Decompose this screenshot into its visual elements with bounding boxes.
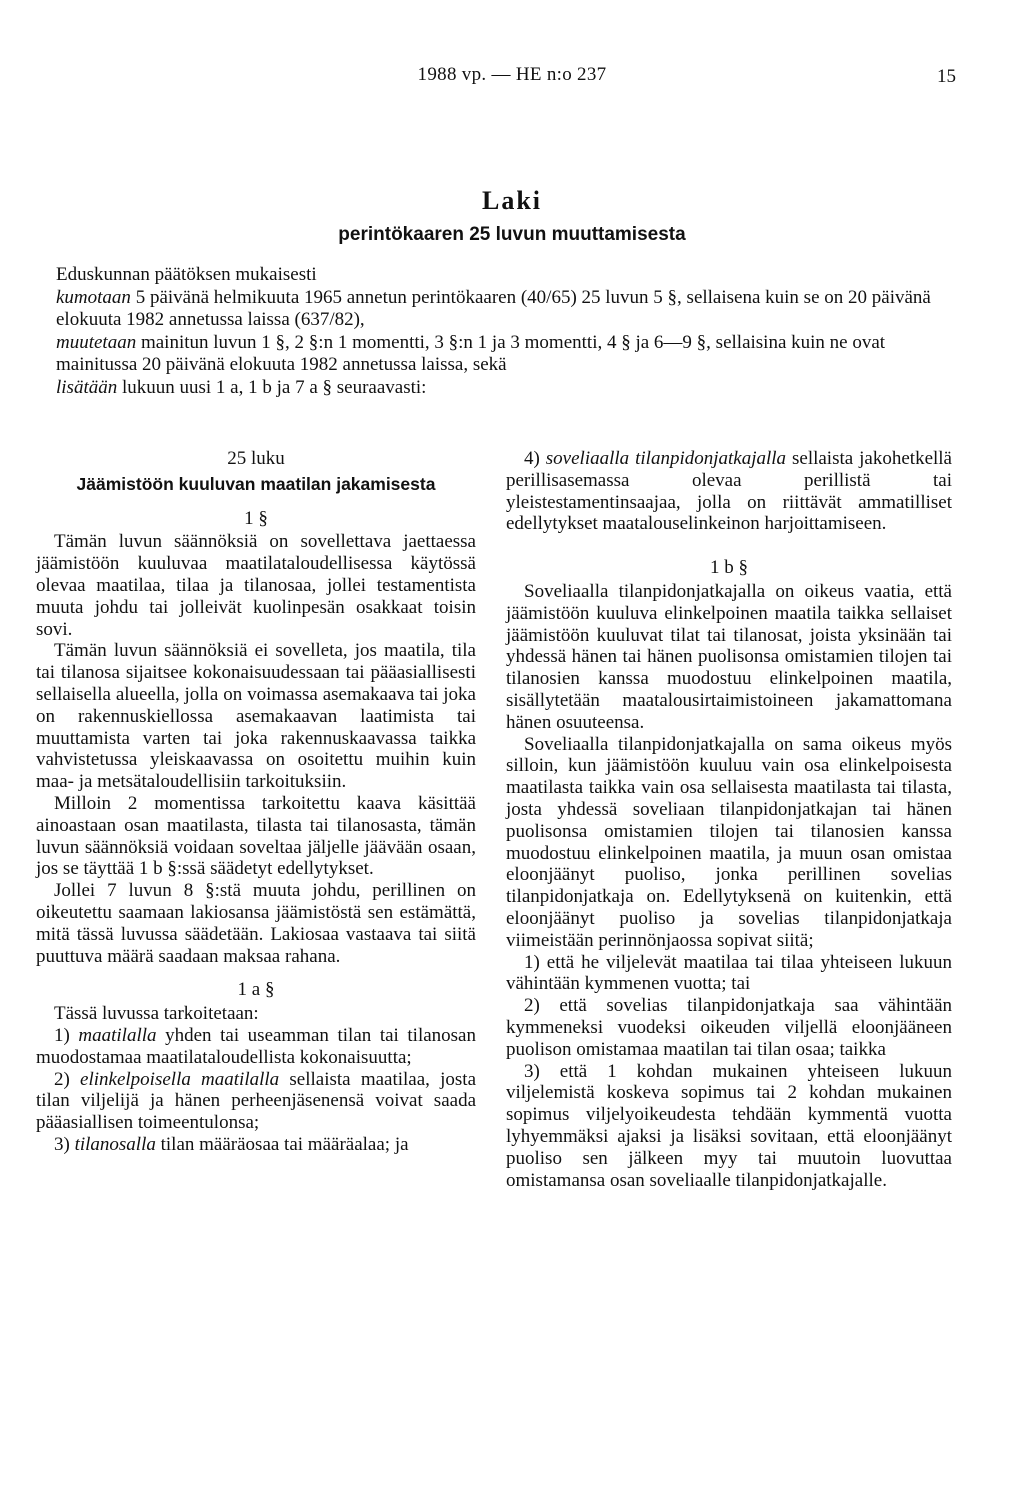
definition-item-4 <box>506 448 952 535</box>
add-text: lukuun uusi 1 a, 1 b ja 7 a § seuraavasti: <box>117 376 427 398</box>
defined-term: maatilalla <box>78 1024 157 1046</box>
definition-text: tilan määräosaa tai määräalaa; ja <box>155 1133 409 1155</box>
repeal-keyword: kumotaan <box>56 286 131 308</box>
preamble-repeal <box>56 287 970 332</box>
amend-keyword: muutetaan <box>56 331 137 353</box>
defined-term: tilanosalla <box>74 1133 156 1155</box>
add-keyword: lisätään <box>56 376 118 398</box>
section-1-paragraph-3: Milloin 2 momentissa tarkoitettu kaava käsittää ainoastaan osan maatilasta, tilasta tai tilanosasta, tämän luvun säännöksiä voidaan soveltaa jäljelle jäävään osaan, jos se täyttää 1 b §:ssä säädetyt edellytykset. <box>36 792 476 880</box>
condition-item-1: 1) että he viljelevät maatilaa tai tilaa yhteiseen lukuun vähintään kymmenen vuotta; tai <box>506 951 952 995</box>
preamble-intro: Eduskunnan päätöksen mukaisesti <box>56 264 317 285</box>
preamble-add <box>56 377 970 400</box>
section-heading-1a: 1 a § <box>237 979 275 1001</box>
defined-term: soveliaalla tilanpidonjatkajalla <box>545 448 787 469</box>
item-number: 2) <box>54 1068 81 1090</box>
item-number: 3) <box>54 1133 75 1155</box>
definition-item-3 <box>36 1134 476 1156</box>
section-1a-intro: Tässä luvussa tarkoitetaan: <box>54 1003 259 1025</box>
preamble-amend <box>56 332 970 377</box>
defined-term: elinkelpoisella maatilalla <box>80 1068 280 1090</box>
definition-item-2 <box>36 1069 476 1134</box>
condition-item-2: 2) että sovelias tilanpidonjatkaja saa vähintään kymmeneksi vuodeksi oikeuden viljellä eloonjääneen puolison omistamaa maatilan tai tilan osaa; taikka <box>506 995 952 1060</box>
page-header <box>0 64 1024 94</box>
definition-text: sellaista jakohetkellä perillisasemassa olevaa perillistä tai yleistestamentinsaajaa, jolla on riittävät ammatilliset edellytykset maatalouselinkeinon harjoittamiseen. <box>506 448 952 535</box>
preamble <box>56 264 970 399</box>
amend-text: mainitun luvun 1 §, 2 §:n 1 momentti, 3 §:n 1 ja 3 momentti, 4 § ja 6—9 §, sellaisina kuin ne ovat mainitussa 20 päivänä elokuuta 1982 annetussa laissa, sekä <box>56 331 886 375</box>
left-column <box>36 448 476 1156</box>
law-subtitle: perintökaaren 25 luvun muuttamisesta <box>338 224 686 245</box>
repeal-text: 5 päivänä helmikuuta 1965 annetun perintökaaren (40/65) 25 luvun 5 §, sellaisena kuin se on 20 päivänä elokuuta 1982 annetussa laissa (637/82), <box>56 286 931 330</box>
right-column <box>506 448 952 1191</box>
condition-item-3: 3) että 1 kohdan mukainen yhteiseen lukuun viljelemistä koskeva sopimus tai 2 kohdan mukainen sopimus viljelyoikeudesta tehdään kymmentä vuotta lyhyemmäksi ajaksi ja lisäksi sovitaan, että eloonjäänyt puoliso sen jälkeen myy tai muutoin luovuttaa omistamansa osan soveliaalle tilanpidonjatkajalle. <box>506 1060 952 1191</box>
item-number: 4) <box>524 448 546 469</box>
definition-item-1 <box>36 1025 476 1069</box>
section-1b-paragraph-2: Soveliaalla tilanpidonjatkajalla on sama oikeus myös silloin, kun jäämistöön kuuluu vain osa elinkelpoisesta maatilasta taikka vain osa sellaisesta maatilasta tai tilasta, josta yhdessä soveliaan tilanpidonjatkajan tai hänen puolisonsa omistamien tilojen tai tilanosien kanssa muodostuu elinkelpoinen maatila, ja muun osan omistaa eloonjäänyt puoliso, jonka perillinen sovelias tilanpidonjatkaja on. Edellytyksenä on kuitenkin, että eloonjäänyt puoliso ja sovelias tilanpidonjatkaja viimeistään perinnönjaossa sopivat siitä; <box>506 733 952 951</box>
law-title: Laki <box>481 186 543 215</box>
definition-text: yhden tai useamman tilan tai tilanosan muodostamaa maatilataloudellista kokonaisuutta; <box>36 1024 476 1068</box>
section-1-paragraph-2: Tämän luvun säännöksiä ei sovelleta, jos maatila, tila tai tilanosa sijaitsee kokonaisuudessaan tai pääasiallisesti sellaisella alueella, jolla on voimassa asemakaava tai joka on rakennuskiellossa asemakaavan laatimista tai muuttamista varten tai joka rakennuskaavassa taikka vahvistetussa yleiskaavassa on osoitettu muihin kuin maa- ja metsätaloudellisiin tarkoituksiin. <box>36 640 476 793</box>
chapter-number: 25 luku <box>227 448 285 469</box>
page-number: 15 <box>937 66 956 87</box>
section-heading-1b: 1 b § <box>710 557 748 579</box>
section-heading-1: 1 § <box>244 507 268 529</box>
section-1b-paragraph-1: Soveliaalla tilanpidonjatkajalla on oikeus vaatia, että jäämistöön kuuluva elinkelpoinen maatila taikka sellaiset jäämistöön kuuluvat tilat tai tilanosat, joista yksinään tai yhdessä hänen tai hänen puolisonsa omistamien tilojen tai tilanosien kanssa muodostuu elinkelpoinen maatila, sisällytetään maatalousirtaimistoineen jakamattomana hänen osuuteensa. <box>506 580 952 733</box>
item-number: 1) <box>54 1024 79 1046</box>
definition-text: sellaista maatilaa, josta tilan viljelijä ja hänen perheenjäsenensä voivat saada pääasiallisen toimeentulonsa; <box>36 1068 477 1134</box>
section-1-paragraph-1: Tämän luvun säännöksiä on sovellettava jaettaessa jäämistöön kuuluvaa maatilataloudellisessa käytössä olevaa maatilaa, tilaa ja tilanosaa, jollei testamentista muuta johdu tai jolleivät kuolinpesän osakkaat toisin sovi. <box>36 531 476 640</box>
chapter-title: Jäämistöön kuuluvan maatilan jakamisesta <box>76 473 436 494</box>
document-reference: 1988 vp. — HE n:o 237 <box>417 64 607 85</box>
section-1-paragraph-4: Jollei 7 luvun 8 §:stä muuta johdu, perillinen on oikeutettu saamaan lakiosansa jäämistöstä sen estämättä, mitä tässä luvussa säädetään. Lakiosaa vastaava tai siitä puuttuva määrä saadaan maksaa rahana. <box>36 880 476 967</box>
